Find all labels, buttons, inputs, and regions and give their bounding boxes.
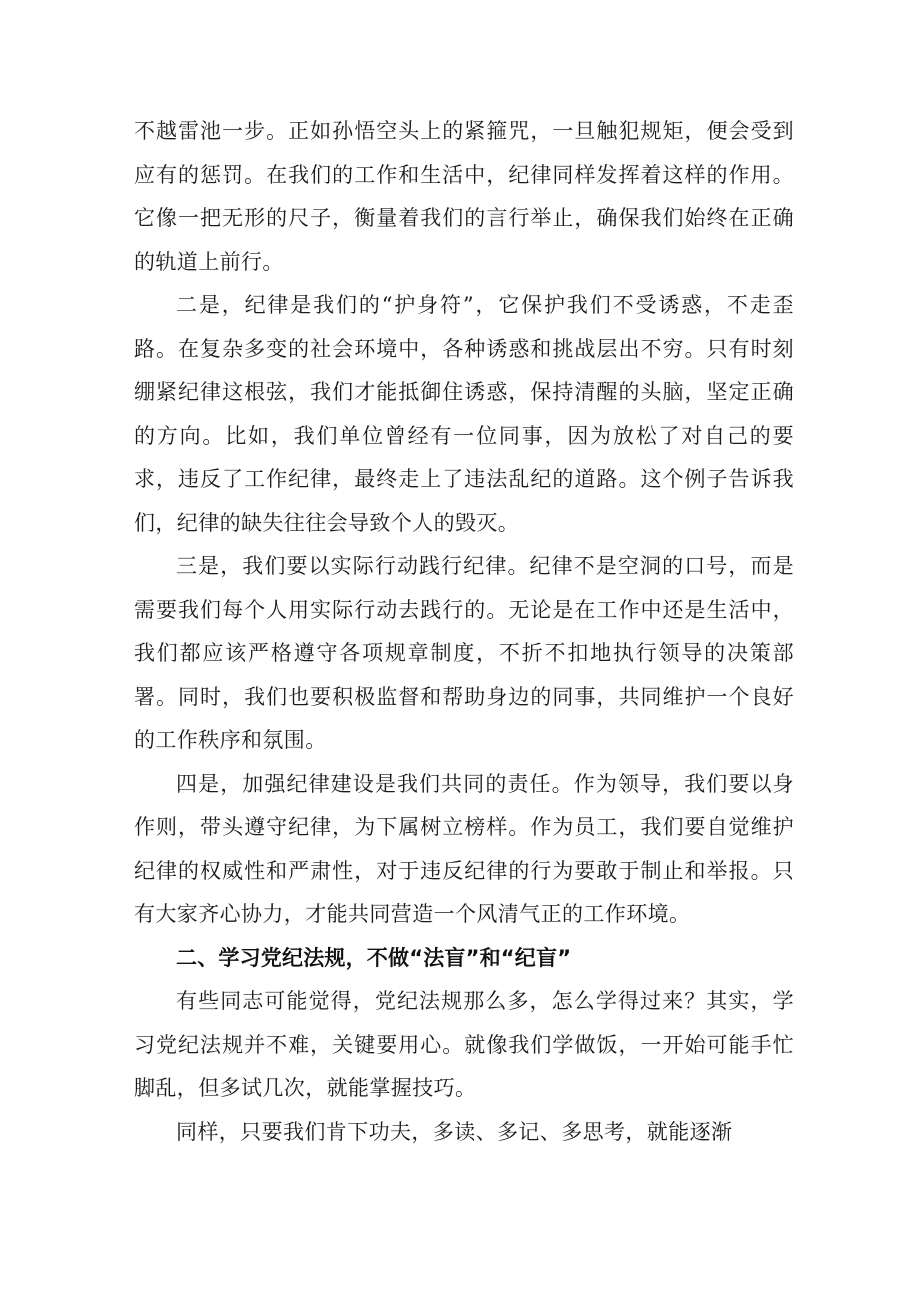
paragraph-point-four: 四是，加强纪律建设是我们共同的责任。作为领导，我们要以身作则，带头遵守纪律，为下属树立榜样。作为员工，我们要自觉维护纪律的权威性和严肃性，对于违反纪律的行为要敢于制止和举报。只有大家齐心协力，才能共同营造一个风清气正的工作环境。 — [134, 771, 794, 926]
paragraph-continued: 不越雷池一步。正如孙悟空头上的紧箍咒，一旦触犯规矩，便会受到应有的惩罚。在我们的工作和生活中，纪律同样发挥着这样的作用。它像一把无形的尺子，衡量着我们的言行举止，确保我们始终在正确的轨道上前行。 — [134, 119, 794, 274]
section-heading: 二、学习党纪法规，不做“法盲”和“纪盲” — [176, 945, 572, 970]
document-body — [134, 110, 794, 1154]
paragraph-point-three: 三是，我们要以实际行动践行纪律。纪律不是空洞的口号，而是需要我们每个人用实际行动去践行的。无论是在工作中还是生活中，我们都应该严格遵守各项规章制度，不折不扣地执行领导的决策部署。同时，我们也要积极监督和帮助身边的同事，共同维护一个良好的工作秩序和氛围。 — [134, 554, 794, 752]
paragraph-study-intro: 有些同志可能觉得，党纪法规那么多，怎么学得过来？其实，学习党纪法规并不难，关键要用心。就像我们学做饭，一开始可能手忙脚乱，但多试几次，就能掌握技巧。 — [134, 989, 794, 1100]
paragraph-point-two: 二是，纪律是我们的“护身符”，它保护我们不受诱惑，不走歪路。在复杂多变的社会环境中，各种诱惑和挑战层出不穷。只有时刻绷紧纪律这根弦，我们才能抵御住诱惑，保持清醒的头脑，坚定正确的方向。比如，我们单位曾经有一位同事，因为放松了对自己的要求，违反了工作纪律，最终走上了违法乱纪的道路。这个例子告诉我们，纪律的缺失往往会导致个人的毁灭。 — [134, 293, 794, 535]
paragraph-study-continued: 同样，只要我们肯下功夫，多读、多记、多思考，就能逐渐 — [176, 1119, 733, 1144]
